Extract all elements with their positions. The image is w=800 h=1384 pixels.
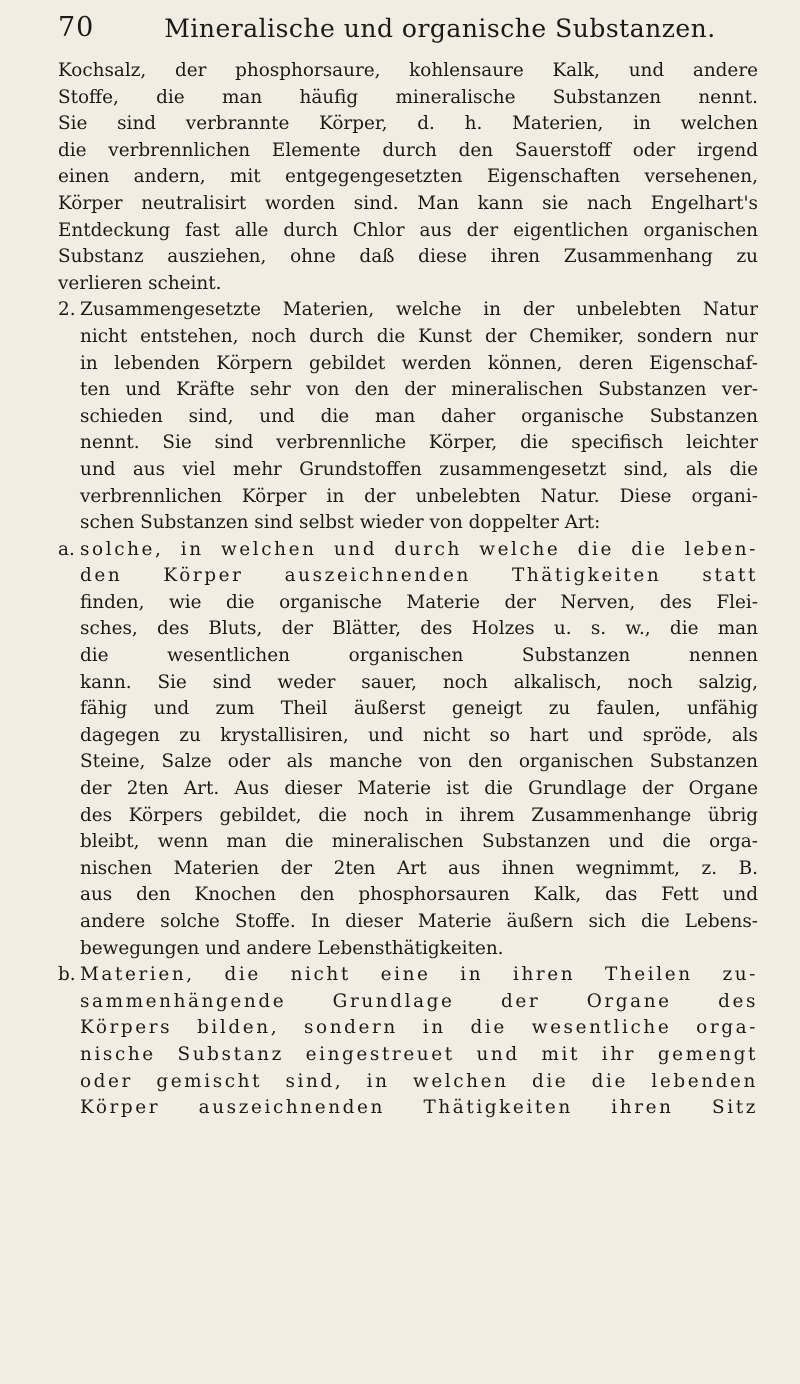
text-line: [58, 1042, 758, 1069]
line-text: kann. Sie sind weder sauer, noch alkalisch, noch salzig,: [80, 671, 758, 693]
text-line: [58, 271, 758, 298]
line-text: fähig und zum Theil äußerst geneigt zu faulen, unfähig: [80, 698, 758, 720]
text-line: [58, 1015, 758, 1042]
text-line: [58, 164, 758, 191]
list-marker: 2.: [58, 299, 76, 321]
line-text: Sie sind verbrannte Körper, d. h. Materien, in welchen: [58, 113, 758, 135]
line-text: ten und Kräfte sehr von den der mineralischen Substanzen ver-: [80, 379, 758, 401]
text-line: [58, 803, 758, 830]
text-line: [58, 989, 758, 1016]
line-text: schen Substanzen sind selbst wieder von doppelter Art:: [80, 512, 601, 534]
line-text: Kochsalz, der phosphorsaure, kohlensaure Kalk, und andere: [58, 60, 758, 81]
line-text: andere solche Stoffe. In dieser Materie äußern sich die Lebens-: [80, 911, 758, 932]
text-line: [58, 882, 758, 909]
text-line: [58, 297, 758, 324]
text-line: [58, 670, 758, 697]
list-marker: a.: [58, 538, 75, 560]
text-line: [58, 776, 758, 803]
line-text: die verbrennlichen Elemente durch den Sauerstoff oder irgend: [58, 139, 758, 161]
line-text: verbrennlichen Körper in der unbelebten Natur. Diese organi-: [80, 485, 758, 507]
text-line: [58, 457, 758, 484]
line-text: der 2ten Art. Aus dieser Materie ist die Grundlage der Organe: [80, 778, 758, 800]
text-line: [58, 829, 758, 856]
line-text: einen andern, mit entgegengesetzten Eigenschaften versehenen,: [58, 166, 758, 188]
text-line: [58, 218, 758, 245]
text-line: [58, 909, 758, 936]
text-line: [58, 643, 758, 670]
line-text: nische Substanz eingestreuet und mit ihr gemengt: [80, 1043, 758, 1065]
text-line: [58, 936, 758, 963]
text-line: [58, 1069, 758, 1096]
line-text: Körper neutralisirt worden sind. Man kann sie nach Engelhart's: [58, 192, 758, 214]
text-line: [58, 1095, 758, 1122]
line-text: dagegen zu krystallisiren, und nicht so hart und spröde, als: [80, 724, 758, 746]
page-header: [0, 12, 800, 56]
line-text: Zusammengesetzte Materien, welche in der unbelebten Natur: [80, 299, 758, 321]
text-line: [58, 244, 758, 271]
line-text: den Körper auszeichnenden Thätigkeiten statt: [80, 565, 758, 587]
text-line: [58, 856, 758, 883]
text-line: [58, 138, 758, 165]
text-line: [58, 351, 758, 378]
line-text: des Körpers gebildet, die noch in ihrem Zusammenhange übrig: [80, 804, 758, 826]
line-text: in lebenden Körpern gebildet werden können, deren Eigenschaf-: [80, 352, 758, 374]
line-text: oder gemischt sind, in welchen die die lebenden: [80, 1070, 758, 1092]
line-text: finden, wie die organische Materie der Nerven, des Flei-: [80, 591, 758, 613]
body-text: [58, 58, 758, 1122]
line-text: die wesentlichen organischen Substanzen nennen: [80, 645, 758, 667]
line-text: sammenhängende Grundlage der Organe des: [80, 990, 758, 1012]
text-line: [58, 85, 758, 112]
line-text: Körpers bilden, sondern in die wesentliche orga-: [80, 1017, 758, 1039]
line-text: bewegungen und andere Lebensthätigkeiten.: [80, 937, 504, 959]
line-text: sches, des Bluts, der Blätter, des Holzes u. s. w., die man: [80, 618, 758, 640]
line-text: nicht entstehen, noch durch die Kunst der Chemiker, sondern nur: [80, 325, 758, 347]
line-text: bleibt, wenn man die mineralischen Substanzen und die orga-: [80, 831, 758, 853]
line-text: nischen Materien der 2ten Art aus ihnen wegnimmt, z. B.: [80, 857, 758, 879]
text-line: [58, 537, 758, 564]
text-line: [58, 962, 758, 989]
line-text: Materien, die nicht eine in ihren Theilen zu-: [80, 964, 758, 986]
line-text: und aus viel mehr Grundstoffen zusammengesetzt sind, als die: [80, 458, 758, 480]
line-text: Steine, Salze oder als manche von den organischen Substanzen: [80, 751, 758, 773]
text-line: [58, 616, 758, 643]
line-text: schieden sind, und die man daher organische Substanzen: [80, 405, 758, 427]
text-line: [58, 404, 758, 431]
running-title: Mineralische und organische Substanzen.: [164, 14, 716, 43]
line-text: Körper auszeichnenden Thätigkeiten ihren Sitz: [80, 1097, 758, 1119]
line-text: Substanz ausziehen, ohne daß diese ihren Zusammenhang zu: [58, 246, 758, 268]
text-line: [58, 191, 758, 218]
text-line: [58, 510, 758, 537]
line-text: Stoffe, die man häufig mineralische Substanzen nennt.: [58, 86, 758, 108]
list-marker: b.: [58, 964, 76, 986]
page-number: 70: [58, 12, 95, 43]
text-line: [58, 563, 758, 590]
text-line: [58, 377, 758, 404]
text-line: [58, 590, 758, 617]
text-line: [58, 111, 758, 138]
text-line: [58, 723, 758, 750]
text-line: [58, 696, 758, 723]
line-text: nennt. Sie sind verbrennliche Körper, die specifisch leichter: [80, 432, 758, 454]
text-line: [58, 484, 758, 511]
text-line: [58, 749, 758, 776]
line-text: aus den Knochen den phosphorsauren Kalk, das Fett und: [80, 884, 758, 906]
text-line: [58, 58, 758, 85]
text-line: [58, 324, 758, 351]
line-text: solche, in welchen und durch welche die die leben-: [80, 538, 758, 560]
text-line: [58, 430, 758, 457]
line-text: Entdeckung fast alle durch Chlor aus der eigentlichen organischen: [58, 219, 758, 241]
line-text: verlieren scheint.: [58, 272, 222, 294]
